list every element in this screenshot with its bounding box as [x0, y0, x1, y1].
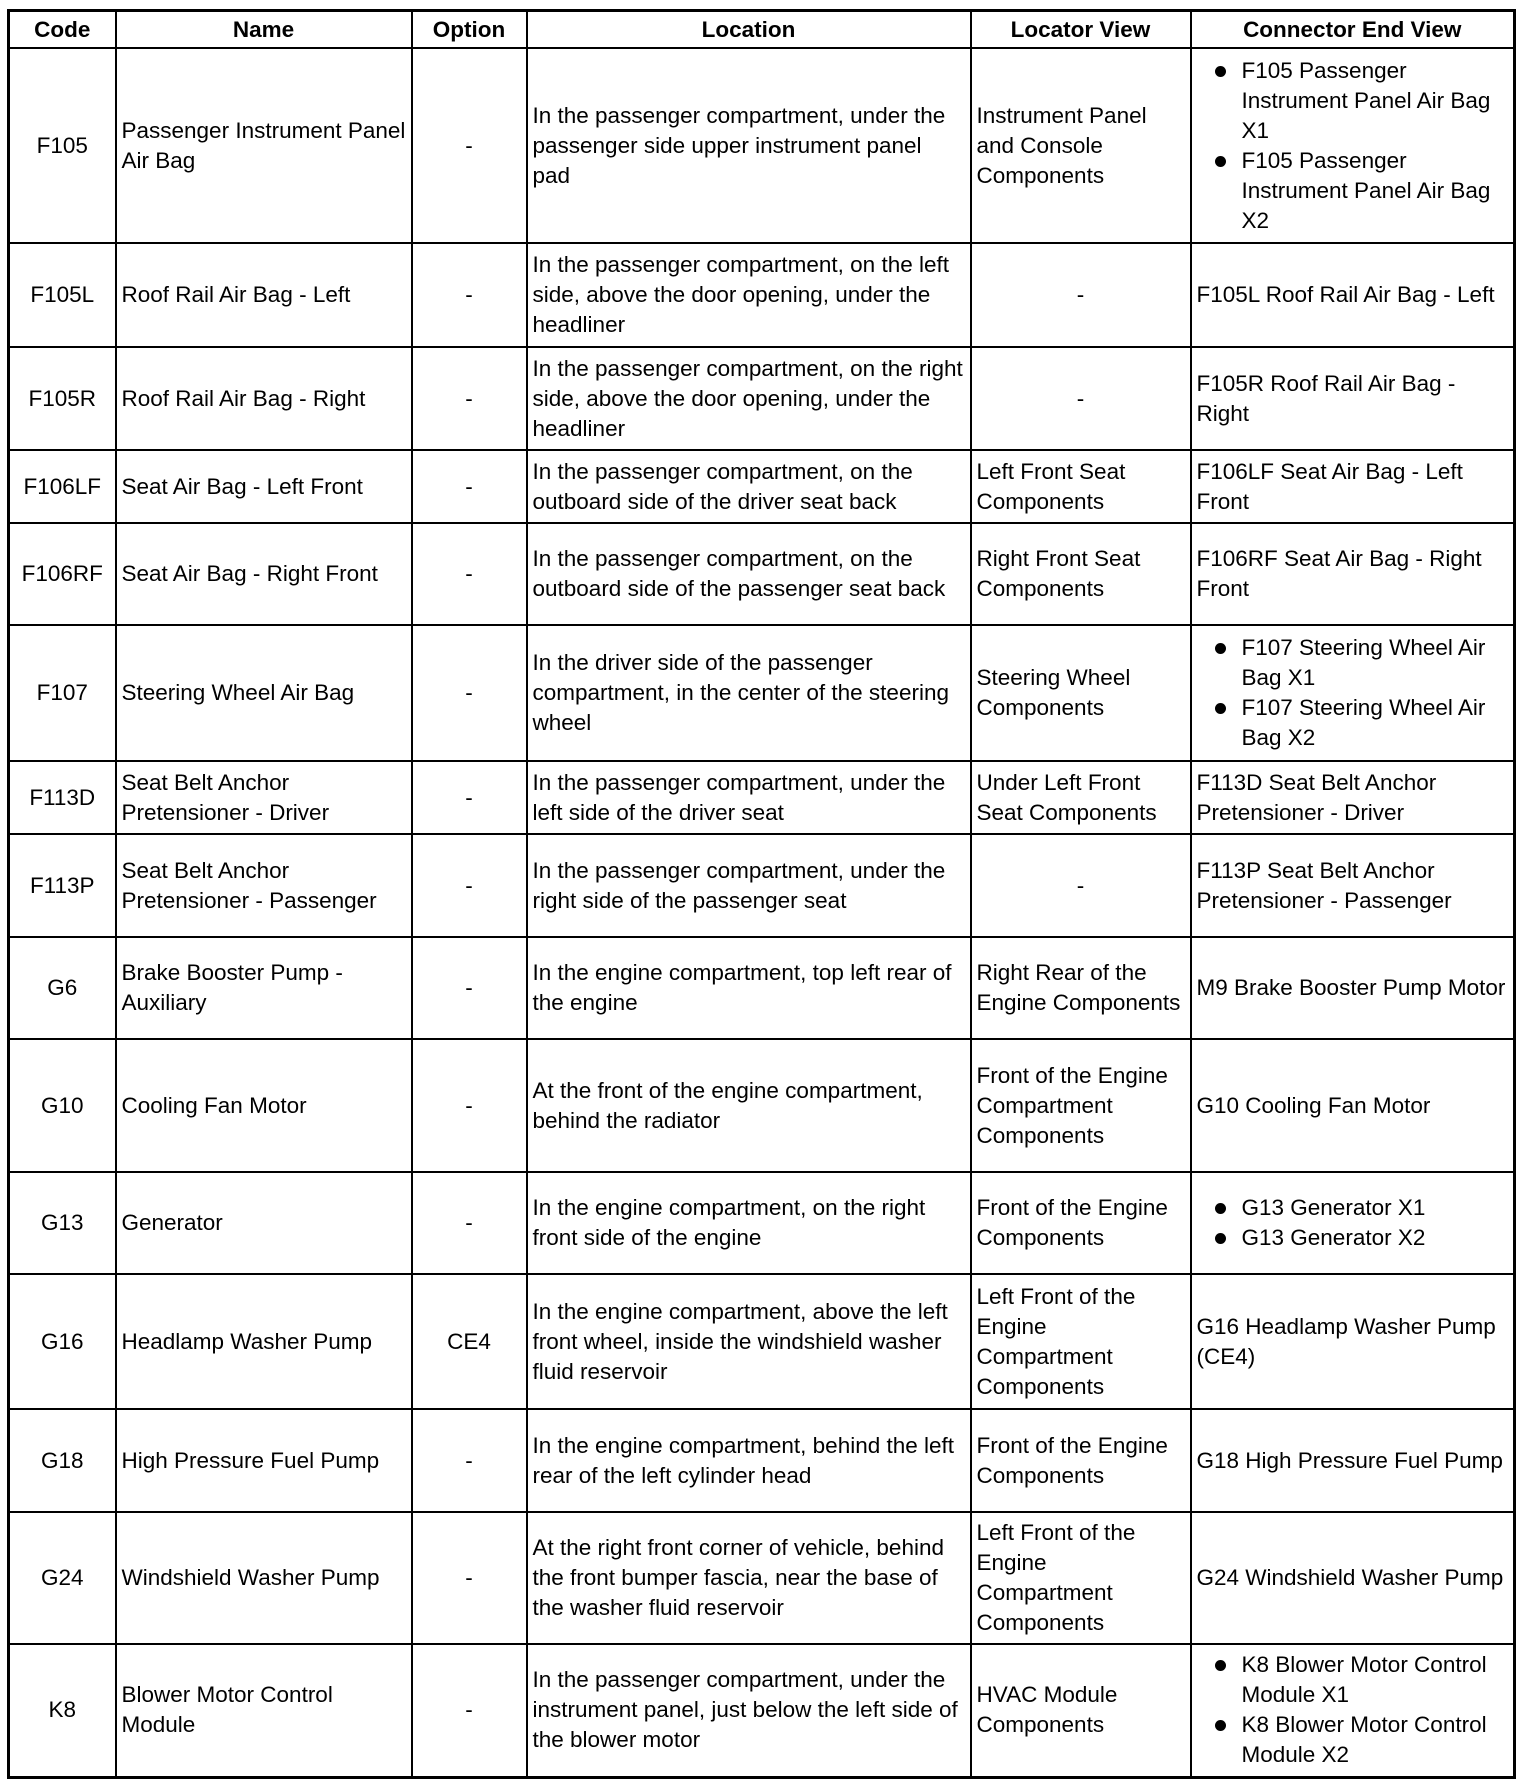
cell-locator-view: Front of the Engine Components — [971, 1172, 1191, 1274]
connector-item: K8 Blower Motor Control Module X1 — [1242, 1650, 1509, 1710]
cell-locator-view: - — [971, 243, 1191, 347]
cell-option: - — [412, 761, 527, 834]
connector-item: F107 Steering Wheel Air Bag X2 — [1242, 693, 1509, 753]
cell-name: Roof Rail Air Bag - Right — [116, 347, 412, 450]
cell-location: At the right front corner of vehicle, behind the front bumper fascia, near the base of the washer fluid reservoir — [527, 1512, 971, 1644]
cell-connector-end-view — [1191, 937, 1515, 1039]
cell-option: - — [412, 937, 527, 1039]
cell-code: F105 — [9, 48, 116, 243]
cell-connector-end-view — [1191, 347, 1515, 450]
cell-name: Brake Booster Pump - Auxiliary — [116, 937, 412, 1039]
cell-code: G6 — [9, 937, 116, 1039]
table-row — [9, 1274, 1515, 1409]
cell-option: - — [412, 1039, 527, 1172]
cell-location: In the engine compartment, behind the left rear of the left cylinder head — [527, 1409, 971, 1512]
cell-name: Roof Rail Air Bag - Left — [116, 243, 412, 347]
cell-code: G24 — [9, 1512, 116, 1644]
cell-location: In the passenger compartment, on the right side, above the door opening, under the headliner — [527, 347, 971, 450]
cell-location: In the engine compartment, top left rear of the engine — [527, 937, 971, 1039]
cell-connector-end-view — [1191, 1409, 1515, 1512]
cell-locator-view: Left Front of the Engine Compartment Components — [971, 1512, 1191, 1644]
cell-name: Seat Air Bag - Right Front — [116, 523, 412, 625]
cell-connector-end-view — [1191, 450, 1515, 523]
cell-locator-view: Steering Wheel Components — [971, 625, 1191, 761]
connector-item: F105 Passenger Instrument Panel Air Bag X2 — [1242, 146, 1509, 236]
header-name: Name — [116, 11, 412, 49]
table-row — [9, 48, 1515, 243]
cell-option: - — [412, 347, 527, 450]
cell-option: - — [412, 1172, 527, 1274]
header-locator-view: Locator View — [971, 11, 1191, 49]
cell-name: Cooling Fan Motor — [116, 1039, 412, 1172]
cell-code: G18 — [9, 1409, 116, 1512]
cell-name: Headlamp Washer Pump — [116, 1274, 412, 1409]
cell-code: F113P — [9, 834, 116, 937]
cell-name: High Pressure Fuel Pump — [116, 1409, 412, 1512]
cell-location: In the passenger compartment, on the outboard side of the driver seat back — [527, 450, 971, 523]
cell-connector-end-view — [1191, 834, 1515, 937]
cell-connector-end-view — [1191, 1512, 1515, 1644]
connector-item: M9 Brake Booster Pump Motor — [1196, 975, 1506, 1000]
cell-locator-view: - — [971, 347, 1191, 450]
cell-option: - — [412, 450, 527, 523]
cell-connector-end-view — [1191, 1644, 1515, 1777]
header-connector-end-view: Connector End View — [1191, 11, 1515, 49]
cell-location: In the engine compartment, on the right front side of the engine — [527, 1172, 971, 1274]
connector-item: F113P Seat Belt Anchor Pretensioner - Passenger — [1196, 857, 1452, 913]
connector-item: F106LF Seat Air Bag - Left Front — [1196, 458, 1463, 514]
cell-location: In the passenger compartment, under the left side of the driver seat — [527, 761, 971, 834]
cell-connector-end-view — [1191, 761, 1515, 834]
cell-locator-view: Right Front Seat Components — [971, 523, 1191, 625]
connector-item: F113D Seat Belt Anchor Pretensioner - Driver — [1196, 769, 1437, 825]
cell-locator-view: Front of the Engine Components — [971, 1409, 1191, 1512]
table-row — [9, 243, 1515, 347]
connector-list — [1197, 56, 1509, 236]
cell-connector-end-view — [1191, 243, 1515, 347]
table-row — [9, 1039, 1515, 1172]
connector-item: G24 Windshield Washer Pump — [1196, 1565, 1504, 1590]
cell-location: In the driver side of the passenger compartment, in the center of the steering wheel — [527, 625, 971, 761]
cell-name: Seat Belt Anchor Pretensioner - Driver — [116, 761, 412, 834]
cell-location: In the engine compartment, above the left front wheel, inside the windshield washer fluid reservoir — [527, 1274, 971, 1409]
table-row — [9, 1512, 1515, 1644]
cell-connector-end-view — [1191, 1039, 1515, 1172]
cell-code: G13 — [9, 1172, 116, 1274]
cell-location: In the passenger compartment, under the instrument panel, just below the left side of the blower motor — [527, 1644, 971, 1777]
connector-item: K8 Blower Motor Control Module X2 — [1242, 1710, 1509, 1770]
cell-option: CE4 — [412, 1274, 527, 1409]
table-row — [9, 523, 1515, 625]
cell-option: - — [412, 243, 527, 347]
cell-location: In the passenger compartment, on the outboard side of the passenger seat back — [527, 523, 971, 625]
cell-location: In the passenger compartment, under the passenger side upper instrument panel pad — [527, 48, 971, 243]
cell-name: Seat Air Bag - Left Front — [116, 450, 412, 523]
table-row — [9, 761, 1515, 834]
cell-locator-view: Left Front Seat Components — [971, 450, 1191, 523]
header-location: Location — [527, 11, 971, 49]
cell-option: - — [412, 523, 527, 625]
table-row — [9, 834, 1515, 937]
connector-item: F106RF Seat Air Bag - Right Front — [1196, 546, 1482, 601]
cell-code: G10 — [9, 1039, 116, 1172]
cell-locator-view: Front of the Engine Compartment Components — [971, 1039, 1191, 1172]
cell-option: - — [412, 625, 527, 761]
connector-list — [1197, 1193, 1509, 1253]
connector-item: G16 Headlamp Washer Pump (CE4) — [1196, 1313, 1496, 1369]
cell-connector-end-view — [1191, 1274, 1515, 1409]
table-row — [9, 1644, 1515, 1777]
connector-item: G13 Generator X1 — [1242, 1193, 1509, 1223]
cell-locator-view: Instrument Panel and Console Components — [971, 48, 1191, 243]
cell-location: At the front of the engine compartment, behind the radiator — [527, 1039, 971, 1172]
connector-item: G18 High Pressure Fuel Pump — [1196, 1447, 1503, 1473]
table-row — [9, 1172, 1515, 1274]
cell-code: F113D — [9, 761, 116, 834]
table-row — [9, 625, 1515, 761]
connector-item: F105L Roof Rail Air Bag - Left — [1196, 282, 1495, 307]
cell-code: F105L — [9, 243, 116, 347]
cell-locator-view: Right Rear of the Engine Components — [971, 937, 1191, 1039]
cell-code: G16 — [9, 1274, 116, 1409]
cell-locator-view: HVAC Module Components — [971, 1644, 1191, 1777]
cell-name: Generator — [116, 1172, 412, 1274]
cell-connector-end-view — [1191, 625, 1515, 761]
connector-item: F107 Steering Wheel Air Bag X1 — [1242, 633, 1509, 693]
cell-option: - — [412, 48, 527, 243]
cell-name: Windshield Washer Pump — [116, 1512, 412, 1644]
cell-connector-end-view — [1191, 48, 1515, 243]
header-row — [9, 11, 1515, 49]
cell-code: F107 — [9, 625, 116, 761]
connector-item: F105R Roof Rail Air Bag - Right — [1196, 370, 1456, 426]
cell-code: F106RF — [9, 523, 116, 625]
cell-connector-end-view — [1191, 523, 1515, 625]
header-option: Option — [412, 11, 527, 49]
cell-option: - — [412, 834, 527, 937]
cell-option: - — [412, 1512, 527, 1644]
table-row — [9, 937, 1515, 1039]
cell-locator-view: - — [971, 834, 1191, 937]
cell-name: Steering Wheel Air Bag — [116, 625, 412, 761]
connector-list — [1197, 1650, 1509, 1770]
cell-locator-view: Left Front of the Engine Compartment Components — [971, 1274, 1191, 1409]
cell-code: K8 — [9, 1644, 116, 1777]
cell-location: In the passenger compartment, under the right side of the passenger seat — [527, 834, 971, 937]
component-locator-table — [7, 9, 1516, 1779]
cell-name: Passenger Instrument Panel Air Bag — [116, 48, 412, 243]
cell-name: Seat Belt Anchor Pretensioner - Passenger — [116, 834, 412, 937]
cell-option: - — [412, 1644, 527, 1777]
cell-code: F105R — [9, 347, 116, 450]
cell-code: F106LF — [9, 450, 116, 523]
cell-location: In the passenger compartment, on the left side, above the door opening, under the headliner — [527, 243, 971, 347]
table-row — [9, 450, 1515, 523]
table-row — [9, 347, 1515, 450]
cell-locator-view: Under Left Front Seat Components — [971, 761, 1191, 834]
table-row — [9, 1409, 1515, 1512]
connector-list — [1197, 633, 1509, 753]
header-code: Code — [9, 11, 116, 49]
cell-connector-end-view — [1191, 1172, 1515, 1274]
connector-item: G13 Generator X2 — [1242, 1223, 1509, 1253]
connector-item: F105 Passenger Instrument Panel Air Bag X1 — [1242, 56, 1509, 146]
cell-option: - — [412, 1409, 527, 1512]
cell-name: Blower Motor Control Module — [116, 1644, 412, 1777]
connector-item: G10 Cooling Fan Motor — [1196, 1092, 1431, 1118]
